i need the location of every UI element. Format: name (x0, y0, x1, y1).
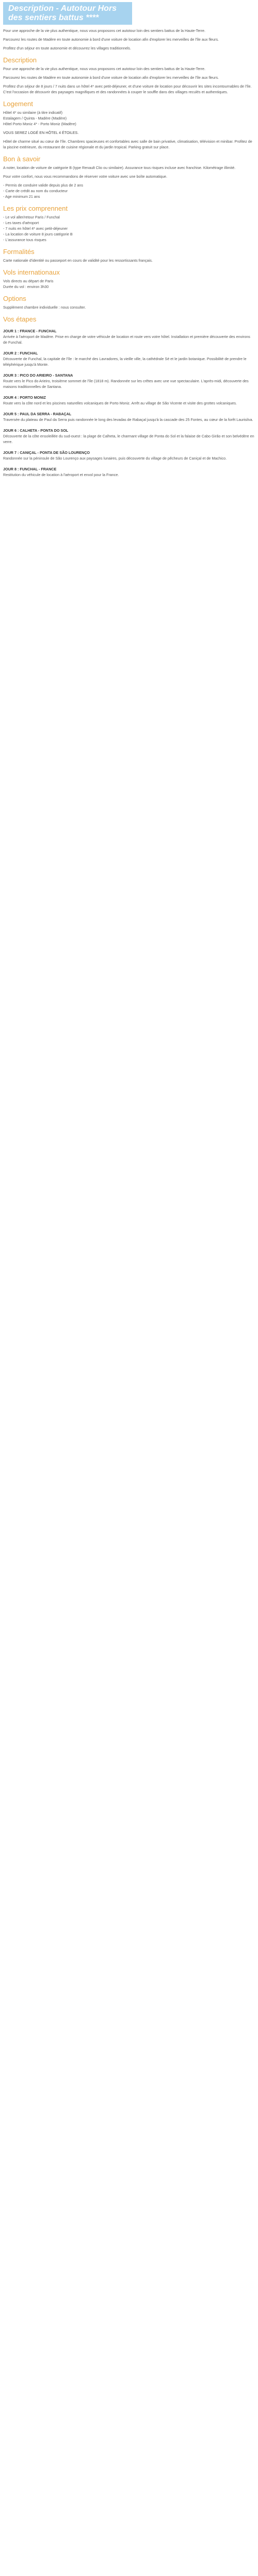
description-p2: Parcourez les routes de Madère en toute autonomie à bord d'une voiture de location afin d'explorer les merveilles de l'île aux fleurs. (3, 75, 219, 80)
bienavoir-item: - Permis de conduire valide depuis plus de 2 ans (3, 183, 84, 188)
intro-p1: Pour une approche de la vie plus authentique, nous vous proposons cet autotour loin des sentiers battus de la Haute-Terre. (3, 28, 205, 33)
bienavoir-p1: A noter, location de voiture de catégorie B (type Renault Clio ou similaire). Assurance tous risques incluse avec franchise. Kilométrage illimité. (3, 165, 236, 170)
intro-p3: Profitez d'un séjour en toute autonomie et découvrez les villages traditionnels. (3, 46, 131, 50)
description-p1: Pour une approche de la vie plus authentique, nous vous proposons cet autotour loin des sentiers battus de la Haute-Terre. (3, 66, 205, 71)
day-text: Route vers la côte nord et les piscines naturelles volcaniques de Porto Moniz. Arrêt au village de São Vicente et visite des grottes volcaniques. (3, 401, 237, 405)
day-item (3, 395, 255, 406)
bienavoir-item: - Carte de crédit au nom du conducteur (3, 189, 68, 193)
bienavoir-p2: Pour votre confort, nous vous recommandons de réserver votre voiture avec une boîte automatique. (3, 174, 168, 179)
day-title: JOUR 5 : PAUL DA SERRA - RABAÇAL (3, 412, 72, 416)
day-title: JOUR 2 : FUNCHAL (3, 351, 38, 355)
prix-item: - L'assurance tous risques (3, 238, 46, 242)
day-item (3, 450, 255, 461)
day-title: JOUR 1 : FRANCE - FUNCHAL (3, 329, 57, 333)
bienavoir-item: - Age minimum 21 ans (3, 194, 40, 199)
day-item (3, 428, 255, 445)
day-text: Arrivée à l'aéroport de Madère. Prise en charge de votre véhicule de location et route vers votre hôtel. Installation et première découverte des environs de Funchal. (3, 334, 250, 345)
bienavoir-heading: Bon à savoir (3, 155, 41, 163)
day-text: Randonnée sur la péninsule de São Lourenço aux paysages lunaires, puis découverte du village de pêcheurs de Caniçal et de Machico. (3, 456, 227, 461)
day-item (3, 350, 255, 367)
day-text: Route vers le Pico do Arieiro, troisième sommet de l'île (1818 m). Randonnée sur les crêtes avec une vue spectaculaire. L'après-midi, découverte des maisons traditionnelles de Santana. (3, 379, 249, 389)
day-item (3, 328, 255, 345)
day-item (3, 372, 255, 389)
day-text: Traversée du plateau de Paul da Serra puis randonnée le long des levadas de Rabaçal jusqu'à la cascade des 25 Fontes, au cœur de la forêt Laurisilva. (3, 417, 253, 422)
prix-item: - Les taxes d'aéroport (3, 221, 39, 225)
day-text: Découverte de Funchal, la capitale de l'île : le marché des Lavradores, la vieille ville, la cathédrale Sé et le jardin botanique. Possibilité de prendre le téléphérique jusqu'à Monte. (3, 357, 247, 367)
itinerary-heading: Vos étapes (3, 315, 37, 323)
logement-line: Hôtel 4* ou similaire (à titre indicatif) (3, 110, 63, 115)
day-title: JOUR 7 : CANIÇAL - PONTA DE SÃO LOURENÇO (3, 450, 90, 455)
options-text: Supplément chambre individuelle : nous consulter. (3, 305, 86, 310)
logement-heading: Logement (3, 100, 33, 108)
day-text: Restitution du véhicule de location à l'aéroport et envol pour la France. (3, 472, 119, 477)
options-heading: Options (3, 295, 26, 302)
day-title: JOUR 4 : PORTO MONIZ (3, 395, 46, 400)
intro-p2: Parcourez les routes de Madère en toute autonomie à bord d'une voiture de location afin d'explorer les merveilles de l'île aux fleurs. (3, 37, 219, 42)
logement-text: Hôtel de charme situé au cœur de l'île. Chambres spacieuses et confortables avec salle de bain privative, climatisation, télévision et minibar. Profitez de la piscine extérieure, du restaurant de cuisine régionale et du jardin tropical. Parking gratuit sur place. (3, 139, 252, 149)
vols-line: Vols directs au départ de Paris (3, 279, 54, 283)
day-title: JOUR 6 : CALHETA - PONTA DO SOL (3, 428, 69, 433)
vols-heading: Vols internationaux (3, 268, 60, 276)
logement-sub: VOUS SEREZ LOGÉ EN HÔTEL 4 ÉTOILES. (3, 130, 79, 135)
prix-item: - Le vol aller/retour Paris / Funchal (3, 215, 60, 219)
formalites-heading: Formalités (3, 248, 35, 256)
day-text: Découverte de la côte ensoleillée du sud-ouest : la plage de Calheta, le charmant village de Ponta do Sol et la falaise de Cabo Girão et son belvédère en verre. (3, 434, 254, 444)
day-title: JOUR 3 : PICO DO ARIEIRO - SANTANA (3, 373, 73, 378)
logement-line: Hôtel Porto Moniz 4* - Porto Moniz (Madère) (3, 122, 76, 126)
vols-line: Durée du vol : environ 3h30 (3, 284, 49, 289)
day-title: JOUR 8 : FUNCHAL - FRANCE (3, 467, 57, 471)
prix-heading: Les prix comprennent (3, 205, 68, 212)
logement-line: Estalagem / Quinta - Madère (Madère) (3, 116, 67, 121)
description-heading: Description (3, 56, 37, 64)
intro (3, 28, 255, 51)
prix-item: - 7 nuits en hôtel 4* avec petit-déjeuner (3, 226, 68, 231)
page-title: Description - Autotour Hors des sentiers battus **** (3, 2, 132, 25)
formalites-text: Carte nationale d'identité ou passeport en cours de validité pour les ressortissants français. (3, 258, 153, 263)
description-p3: Profitez d'un séjour de 8 jours / 7 nuits dans un hôtel 4* avec petit-déjeuner, et d'une voiture de location pour découvrir les sites incontournables de l'île. C'est l'occasion de découvrir des paysages magnifiques et des randonnées à couper le souffle dans des villages reculés et authentiques. (3, 84, 252, 94)
day-item (3, 466, 255, 478)
day-list (3, 328, 255, 478)
prix-item: - La location de voiture 8 jours catégorie B (3, 232, 73, 236)
day-item (3, 411, 255, 422)
page (0, 0, 258, 478)
